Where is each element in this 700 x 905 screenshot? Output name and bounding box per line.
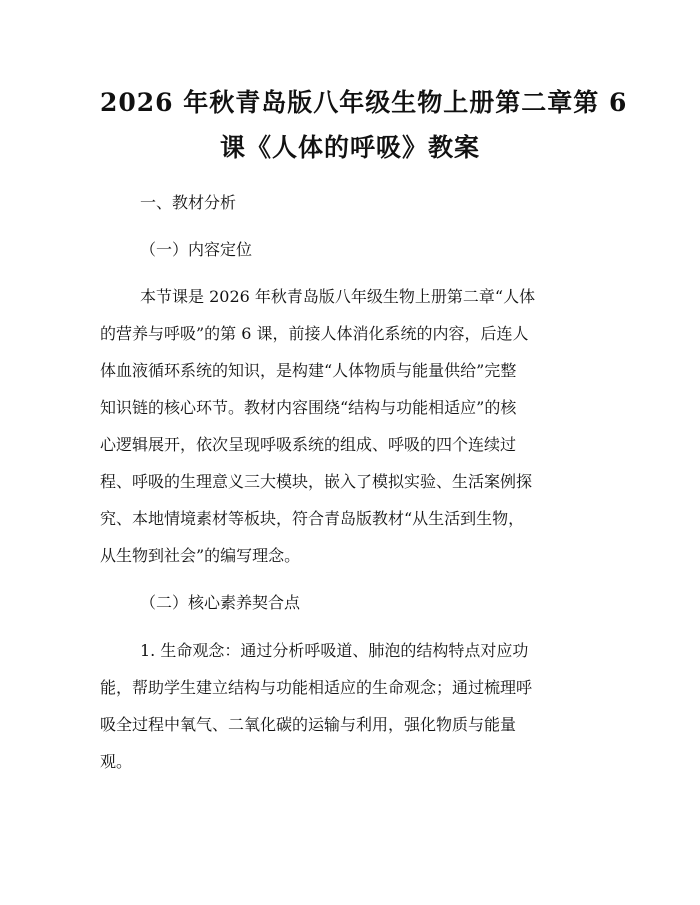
- paragraph-1-line: 知识链的核心环节。教材内容围绕“结构与功能相适应”的核: [100, 398, 517, 417]
- paragraph-1-line: 心逻辑展开，依次呈现呼吸系统的组成、呼吸的四个连续过: [100, 435, 517, 454]
- paragraph-2-line: 1. 生命观念：通过分析呼吸道、肺泡的结构特点对应功: [140, 641, 529, 660]
- paragraph-1-line: 程、呼吸的生理意义三大模块，嵌入了模拟实验、生活案例探: [100, 472, 533, 491]
- paragraph-1-line: 本节课是 2026 年秋青岛版八年级生物上册第二章“人体: [140, 287, 536, 306]
- document-title-line-1: 2026 年秋青岛版八年级生物上册第二章第 6: [100, 88, 628, 117]
- paragraph-2-line: 吸全过程中氧气、二氧化碳的运输与利用，强化物质与能量: [100, 715, 517, 734]
- paragraph-1-line: 的营养与呼吸”的第 6 课，前接人体消化系统的内容，后连人: [100, 324, 529, 343]
- paragraph-1-line: 从生物到社会”的编写理念。: [100, 546, 301, 565]
- section-heading-1: 一、教材分析: [140, 193, 237, 212]
- subsection-heading-1: （一）内容定位: [140, 240, 253, 259]
- paragraph-1-line: 究、本地情境素材等板块，符合青岛版教材“从生活到生物，: [100, 509, 525, 528]
- paragraph-1-line: 体血液循环系统的知识，是构建“人体物质与能量供给”完整: [100, 361, 517, 380]
- document-title-line-2: 课《人体的呼吸》教案: [219, 133, 480, 162]
- subsection-heading-2: （二）核心素养契合点: [140, 593, 301, 612]
- paragraph-2-line: 能，帮助学生建立结构与功能相适应的生命观念；通过梳理呼: [100, 678, 533, 697]
- paragraph-2-line: 观。: [100, 752, 133, 771]
